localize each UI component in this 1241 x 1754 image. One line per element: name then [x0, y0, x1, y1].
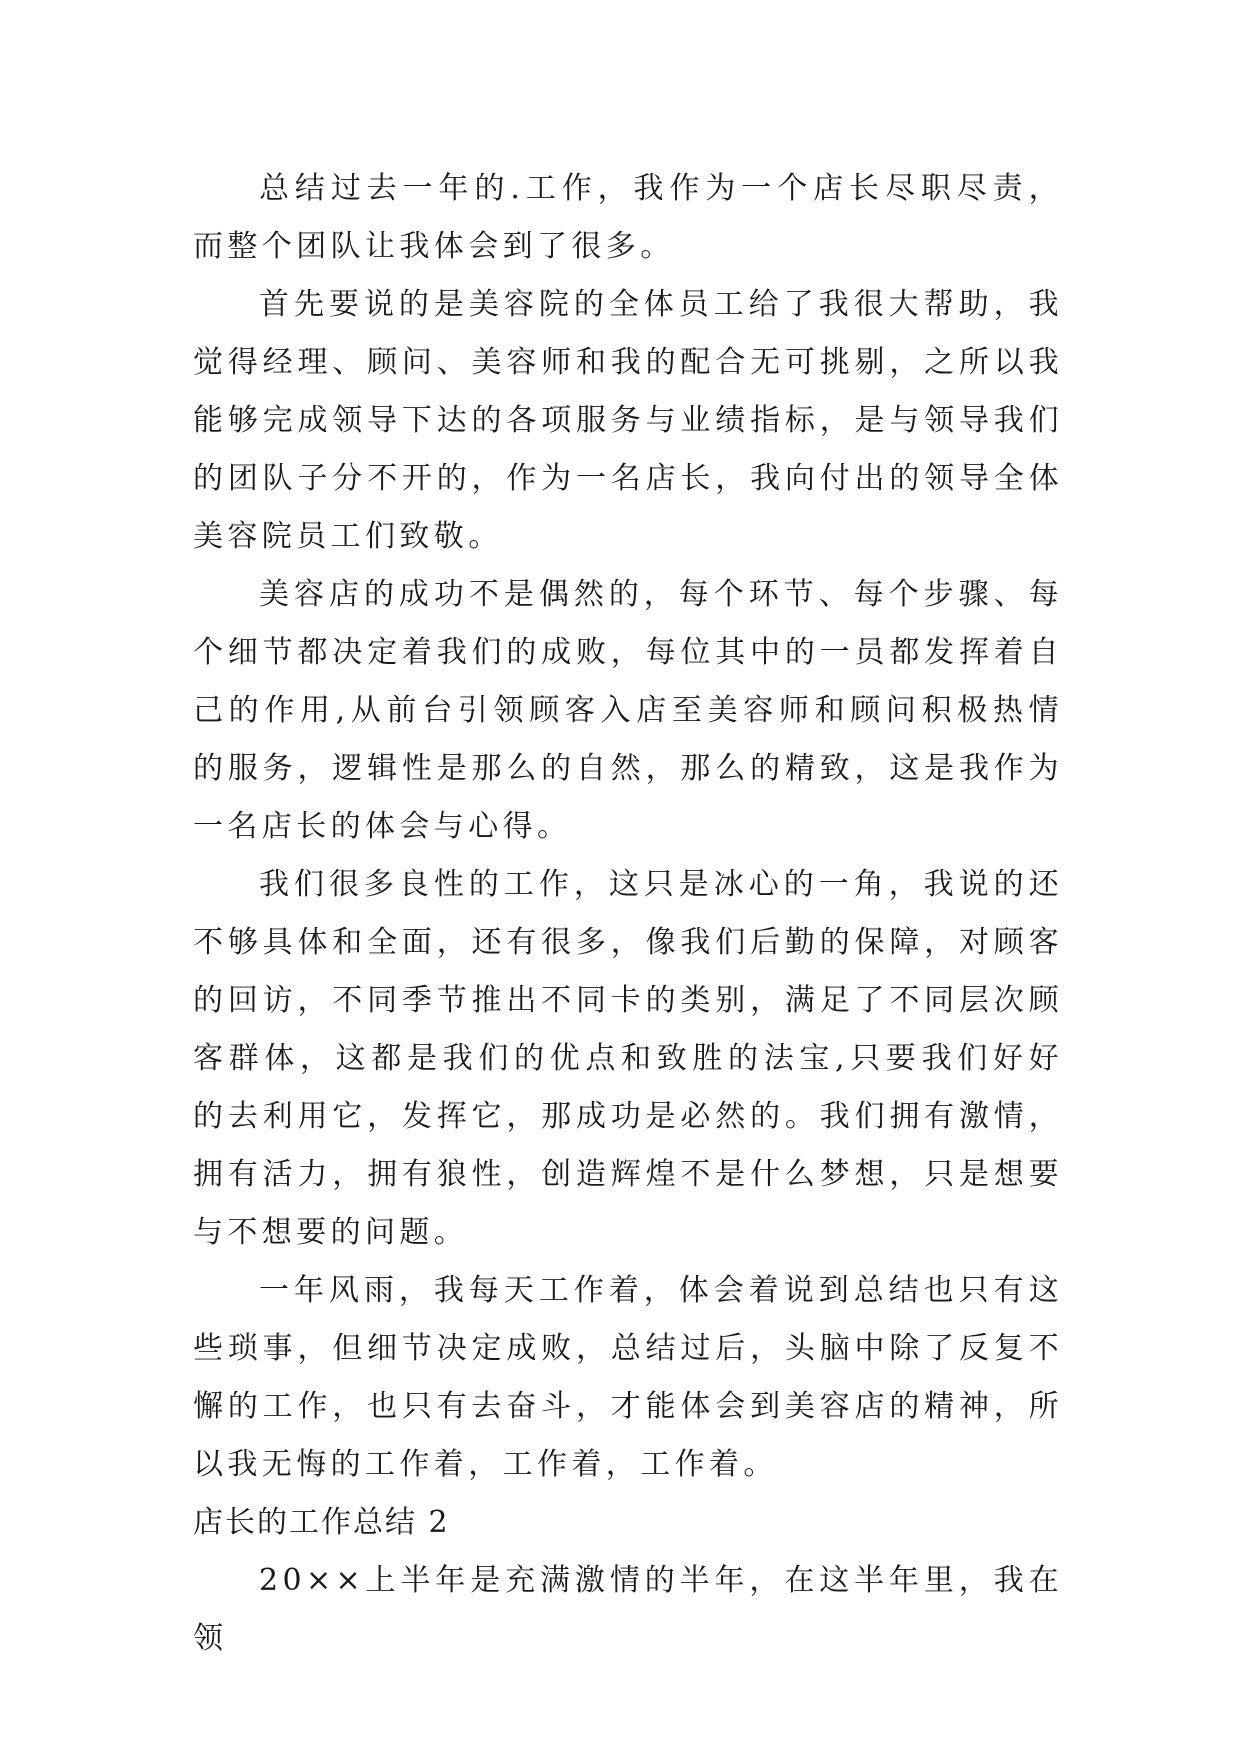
section-heading: 店长的工作总结 2: [193, 1505, 450, 1540]
paragraph-6: 20××上半年是充满激情的半年，在这半年里，我在领: [193, 1563, 1063, 1656]
document-body: [193, 160, 1063, 1668]
paragraph-5: 一年风雨，我每天工作着，体会着说到总结也只有这些琐事，但细节决定成败，总结过后，头脑中除了反复不懈的工作，也只有去奋斗，才能体会到美容店的精神，所以我无悔的工作着，工作着，工作着。: [193, 1273, 1063, 1482]
paragraph-2: 首先要说的是美容院的全体员工给了我很大帮助，我觉得经理、顾问、美容师和我的配合无可挑剔，之所以我能够完成领导下达的各项服务与业绩指标，是与领导我们的团队子分不开的，作为一名店长，我向付出的领导全体美容院员工们致敬。: [193, 287, 1063, 554]
paragraph-4: 我们很多良性的工作，这只是冰心的一角，我说的还不够具体和全面，还有很多，像我们后勤的保障，对顾客的回访，不同季节推出不同卡的类别，满足了不同层次顾客群体，这都是我们的优点和致胜的法宝,只要我们好好的去利用它，发挥它，那成功是必然的。我们拥有激情，拥有活力，拥有狼性，创造辉煌不是什么梦想，只是想要与不想要的问题。: [193, 867, 1063, 1250]
paragraph-1: 总结过去一年的.工作，我作为一个店长尽职尽责，而整个团队让我体会到了很多。: [193, 171, 1063, 264]
paragraph-3: 美容店的成功不是偶然的，每个环节、每个步骤、每个细节都决定着我们的成败，每位其中的一员都发挥着自己的作用,从前台引领顾客入店至美容师和顾问积极热情的服务，逻辑性是那么的自然，那么的精致，这是我作为一名店长的体会与心得。: [193, 577, 1063, 844]
